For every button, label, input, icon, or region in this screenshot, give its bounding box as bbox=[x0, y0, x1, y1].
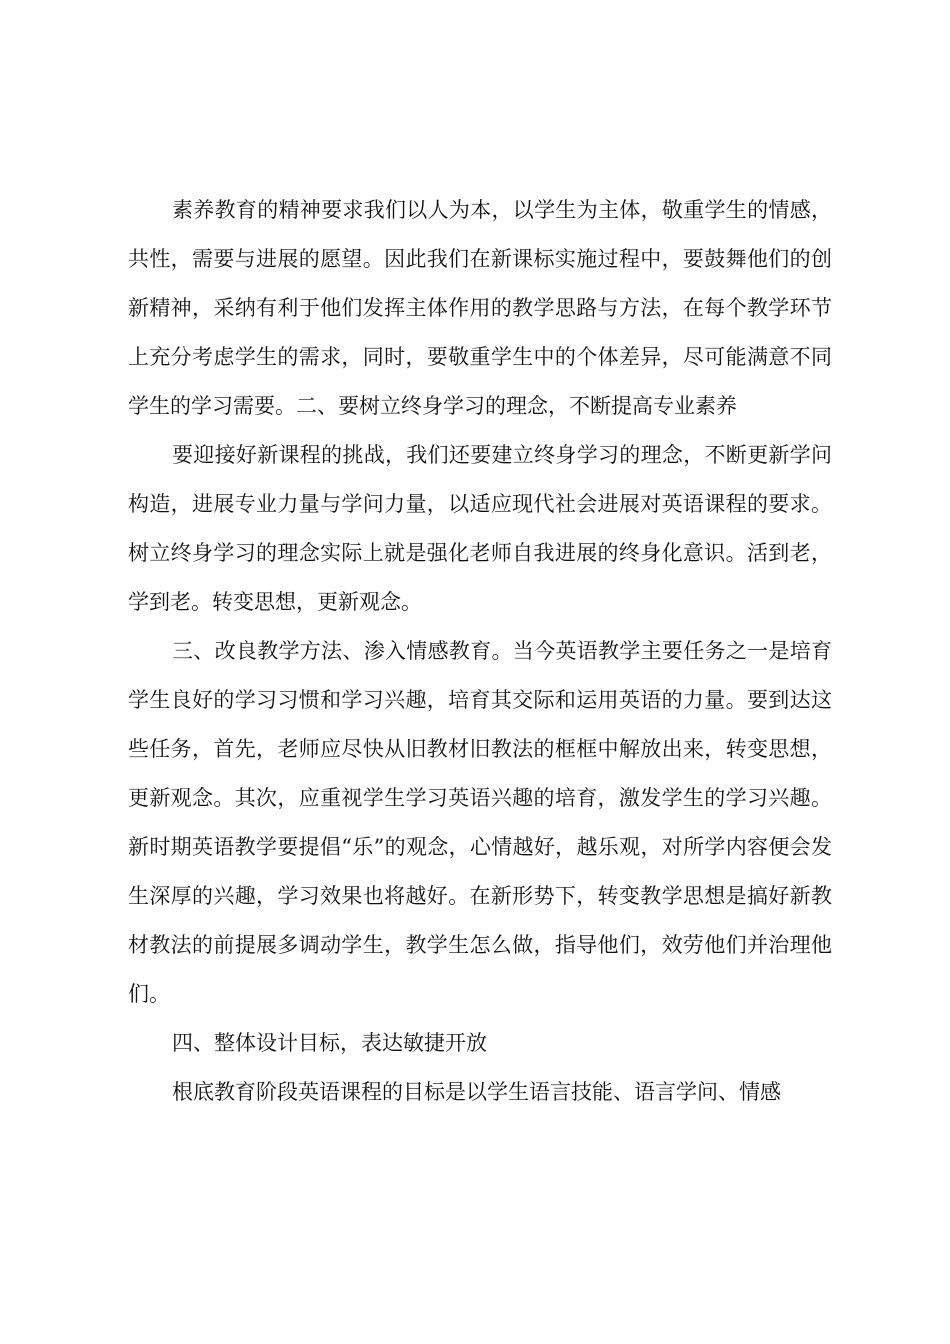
paragraph-5: 根底教育阶段英语课程的目标是以学生语言技能、语言学问、情感 bbox=[172, 1080, 781, 1104]
paragraph-1: 素养教育的精神要求我们以人为本，以学生为主体，敬重学生的情感，共性，需要与进展的愿望。因此我们在新课标实施过程中，要鼓舞他们的创新精神，采纳有利于他们发挥主体作用的教学思路与方法，在每个教学环节上充分考虑学生的需求，同时，要敬重学生中的个体差异，尽可能满意不同学生的学习需要。二、要树立终身学习的理念，不断提高专业素养 bbox=[128, 198, 832, 418]
paragraph-2: 要迎接好新课程的挑战，我们还要建立终身学习的理念，不断更新学问构造，进展专业力量与学问力量，以适应现代社会进展对英语课程的要求。树立终身学习的理念实际上就是强化老师自我进展的终身化意识。活到老，学到老。转变思想，更新观念。 bbox=[128, 443, 832, 614]
document-body bbox=[128, 186, 832, 1117]
paragraph-4-heading: 四、整体设计目标，表达敏捷开放 bbox=[172, 1031, 487, 1055]
paragraph-3: 三、改良教学方法、渗入情感教育。当今英语教学主要任务之一是培育学生良好的学习习惯和学习兴趣，培育其交际和运用英语的力量。要到达这些任务，首先，老师应尽快从旧教材旧教法的框框中解放出来，转变思想，更新观念。其次，应重视学生学习英语兴趣的培育，激发学生的学习兴趣。新时期英语教学要提倡“乐”的观念，心情越好，越乐观，对所学内容便会发生深厚的兴趣，学习效果也将越好。在新形势下，转变教学思想是搞好新教材教法的前提展多调动学生，教学生怎么做，指导他们，效劳他们并治理他们。 bbox=[128, 639, 832, 1006]
